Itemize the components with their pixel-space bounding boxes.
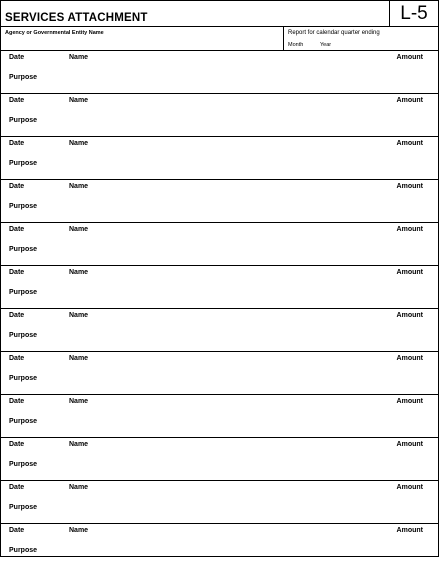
date-label: Date (9, 355, 25, 362)
name-label: Name (69, 398, 89, 405)
name-label: Name (69, 441, 89, 448)
amount-label: Amount (396, 355, 423, 362)
purpose-label: Purpose (9, 504, 38, 511)
amount-label: Amount (396, 97, 423, 104)
purpose-label: Purpose (9, 547, 38, 554)
purpose-label: Purpose (9, 461, 38, 468)
entry-row (1, 94, 438, 137)
amount-label: Amount (396, 312, 423, 319)
name-label: Name (69, 527, 89, 534)
name-label: Name (69, 312, 89, 319)
date-label: Date (9, 97, 25, 104)
report-period-box (283, 27, 439, 50)
amount-label: Amount (396, 183, 423, 190)
name-label: Name (69, 97, 89, 104)
entry-row (1, 223, 438, 266)
date-label: Date (9, 312, 25, 319)
entry-row (1, 266, 438, 309)
purpose-label: Purpose (9, 246, 38, 253)
form-title: SERVICES ATTACHMENT (5, 12, 148, 24)
date-label: Date (9, 183, 25, 190)
form-code: L-5 (389, 1, 438, 26)
year-label: Year (320, 42, 332, 48)
date-label: Date (9, 398, 25, 405)
date-label: Date (9, 441, 25, 448)
agency-name-label: Agency or Governmental Entity Name (5, 30, 104, 36)
purpose-label: Purpose (9, 203, 38, 210)
entry-row (1, 524, 438, 566)
amount-label: Amount (396, 484, 423, 491)
date-label: Date (9, 484, 25, 491)
amount-label: Amount (396, 140, 423, 147)
entry-row (1, 51, 438, 94)
purpose-label: Purpose (9, 74, 38, 81)
purpose-label: Purpose (9, 418, 38, 425)
amount-label: Amount (396, 269, 423, 276)
entry-row (1, 438, 438, 481)
amount-label: Amount (396, 441, 423, 448)
date-label: Date (9, 527, 25, 534)
purpose-label: Purpose (9, 375, 38, 382)
form-header (1, 1, 438, 27)
name-label: Name (69, 183, 89, 190)
purpose-label: Purpose (9, 289, 38, 296)
date-label: Date (9, 140, 25, 147)
purpose-label: Purpose (9, 117, 38, 124)
amount-label: Amount (396, 398, 423, 405)
info-row (1, 27, 438, 51)
report-period-label: Report for calendar quarter ending (288, 30, 380, 36)
entry-row (1, 180, 438, 223)
entry-row (1, 481, 438, 524)
amount-label: Amount (396, 54, 423, 61)
date-label: Date (9, 54, 25, 61)
purpose-label: Purpose (9, 332, 38, 339)
name-label: Name (69, 54, 89, 61)
date-label: Date (9, 269, 25, 276)
name-label: Name (69, 226, 89, 233)
entry-row (1, 137, 438, 180)
name-label: Name (69, 484, 89, 491)
entry-row (1, 395, 438, 438)
entries-list (1, 51, 438, 566)
purpose-label: Purpose (9, 160, 38, 167)
name-label: Name (69, 355, 89, 362)
amount-label: Amount (396, 226, 423, 233)
month-label: Month (288, 42, 304, 48)
name-label: Name (69, 269, 89, 276)
entry-row (1, 309, 438, 352)
amount-label: Amount (396, 527, 423, 534)
name-label: Name (69, 140, 89, 147)
date-label: Date (9, 226, 25, 233)
entry-row (1, 352, 438, 395)
